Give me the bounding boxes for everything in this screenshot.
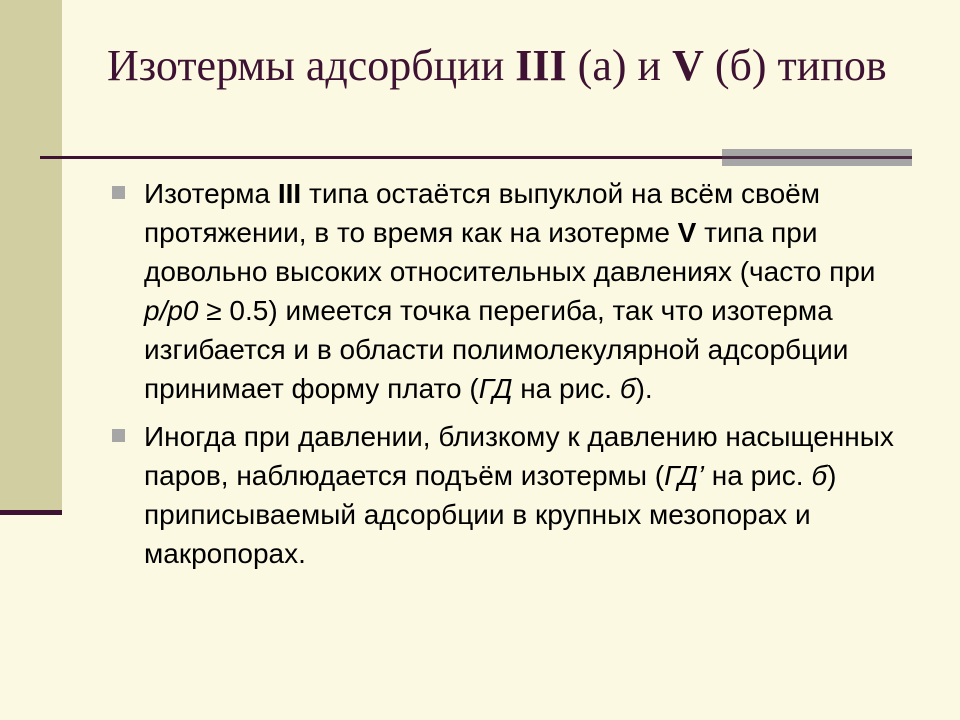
square-bullet-icon xyxy=(112,186,125,199)
bullet-item-saturation-rise: Иногда при давлении, близкому к давлению насыщенных паров, наблюдается подъём изотермы (ГД’ на рис. б) приписываемый адсорбции в крупных мезопорах и макропорах. xyxy=(110,417,910,573)
bullet-item-type-three-five: Изотерма III типа остаётся выпуклой на всём своём протяжении, в то время как на изотерме V типа при довольно высоких относительных давлениях (часто при p/p0 ≥ 0.5) имеется точка перегиба, так что изотерма изгибается и в области полимолекулярной адсорбции принимает форму плато (ГД на рис. б). xyxy=(110,174,910,408)
title-divider-accent-line xyxy=(722,156,912,159)
left-band-underline xyxy=(0,510,62,515)
square-bullet-icon xyxy=(112,429,125,442)
bullet-list xyxy=(110,174,910,582)
slide-title: Изотермы адсорбции III (а) и V (б) типов xyxy=(107,41,887,90)
title-roman-three: III xyxy=(515,41,567,90)
left-decorative-band xyxy=(0,0,62,512)
title-roman-five: V xyxy=(672,41,704,90)
